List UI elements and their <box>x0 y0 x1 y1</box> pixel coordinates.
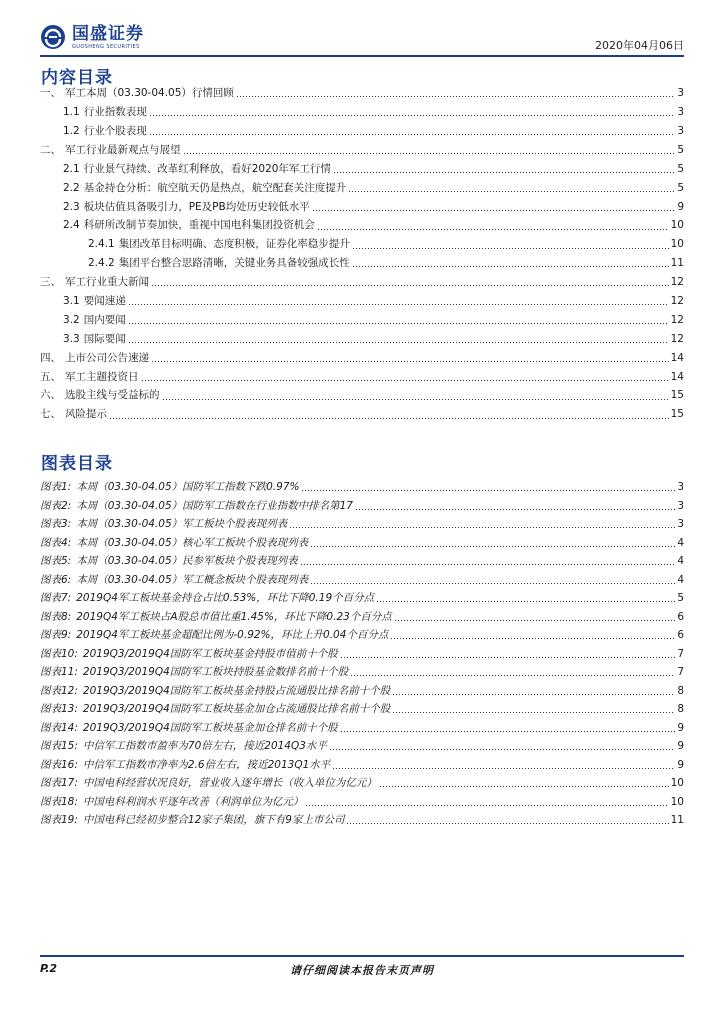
toc-entry-number: 3.3 <box>63 332 80 345</box>
toc-entry[interactable] <box>40 254 684 273</box>
dot-leader <box>109 411 669 421</box>
toc-entry-page: 5 <box>677 181 684 194</box>
figure-entry-text: 中国电科利润水平逐年改善（利润单位为亿元） <box>82 795 304 808</box>
toc-entry-text: 板块估值具备吸引力，PE及PB均处历史较低水平 <box>83 200 310 213</box>
dot-leader <box>305 798 668 808</box>
figure-entry-text: 2019Q3/2019Q4国防军工板块基金加仓占流通股比排名前十个股 <box>82 703 391 715</box>
figure-entry[interactable] <box>40 774 684 793</box>
figure-entry-text: 中信军工指数市净率为2.6倍左右，接近2013Q1水平 <box>82 758 331 771</box>
toc-entry-title <box>88 258 352 269</box>
logo-icon <box>40 24 66 50</box>
toc-entry-text: 科研所改制节奏加快，重视中国电科集团投资机会 <box>83 219 315 232</box>
figure-entry-title <box>40 482 301 493</box>
dot-leader <box>236 89 675 99</box>
toc-entry-title <box>40 372 141 383</box>
dot-leader <box>300 557 676 567</box>
figure-entry[interactable] <box>40 811 684 830</box>
figure-entry-text: 本周（03.30-04.05）民参军板块个股表现列表 <box>76 555 298 567</box>
footer-divider <box>40 955 684 957</box>
toc-entry-title <box>40 88 236 99</box>
dot-leader <box>128 297 669 307</box>
toc-entry-text: 上市公司公告速递 <box>65 351 149 364</box>
figure-entry-label: 图表7: <box>40 592 72 604</box>
toc-entry[interactable] <box>40 141 684 160</box>
figure-entry-title <box>40 667 350 678</box>
figure-entry-page: 4 <box>677 555 684 567</box>
figure-entry-label: 图表15: <box>40 740 78 752</box>
figure-entry-title <box>40 760 332 771</box>
toc-entry-number: 3.1 <box>63 294 80 307</box>
figure-entry-label: 图表17: <box>40 777 78 789</box>
figure-entry-title <box>40 649 340 660</box>
dot-leader <box>141 373 669 383</box>
toc-entry-page: 12 <box>670 332 684 345</box>
toc-entry-page: 12 <box>670 276 684 289</box>
page-number: P.2 <box>40 962 58 975</box>
toc-entry-title <box>63 315 128 326</box>
figure-entry-title <box>40 556 300 567</box>
toc-entry-page: 3 <box>677 87 684 100</box>
toc-entry-number: 3.2 <box>63 313 80 326</box>
figures-heading: 图表目录 <box>41 454 113 474</box>
figure-entry-page: 9 <box>677 721 684 734</box>
dot-leader <box>310 539 675 549</box>
toc-entry[interactable] <box>40 311 684 330</box>
figure-entry-text: 2019Q3/2019Q4国防军工板块持股基金数排名前十个股 <box>82 666 349 678</box>
dot-leader <box>348 184 675 194</box>
dot-leader <box>392 687 675 697</box>
toc-entry-text: 军工本周（03.30-04.05）行情回顾 <box>65 87 234 100</box>
figure-entry-label: 图表4: <box>40 536 72 549</box>
figure-entry-page: 11 <box>670 814 684 826</box>
toc-entry-text: 集团改革目标明确、态度积极，证券化率稳步提升 <box>118 238 350 251</box>
figure-entry-label: 图表18: <box>40 795 78 808</box>
figure-entry-label: 图表6: <box>40 573 72 586</box>
toc-entry-text: 军工行业最新观点与展望 <box>65 143 181 156</box>
figure-entry-page: 6 <box>677 610 684 623</box>
toc-entry-page: 5 <box>677 143 684 156</box>
figure-entry-title <box>40 575 310 586</box>
toc-entry-number: 一、 <box>40 87 61 100</box>
dot-leader <box>379 779 669 789</box>
figure-entry-label: 图表13: <box>40 703 78 715</box>
footer-disclaimer: 请仔细阅读本报告末页声明 <box>290 964 434 977</box>
figure-entry[interactable] <box>40 571 684 590</box>
figure-entry-page: 10 <box>670 795 684 808</box>
toc-entry-number: 2.1 <box>63 162 80 175</box>
figure-entry[interactable] <box>40 589 684 608</box>
figure-entry-title <box>40 704 392 715</box>
toc-entry-title <box>63 202 312 213</box>
figure-entry-title <box>40 723 340 734</box>
toc-entry-text: 国际要闻 <box>83 332 126 345</box>
figure-entry-title <box>40 593 376 604</box>
toc-entry-title <box>88 239 352 250</box>
toc-entry-text: 国内要闻 <box>83 313 126 326</box>
toc-entry[interactable] <box>40 348 684 367</box>
dot-leader <box>340 724 676 734</box>
figure-entry-title <box>40 519 289 530</box>
figure-entry-label: 图表12: <box>40 684 78 697</box>
figure-entry[interactable] <box>40 793 684 812</box>
figure-entry-page: 4 <box>677 573 684 586</box>
figure-entry-title <box>40 686 392 697</box>
toc-entry[interactable] <box>40 367 684 386</box>
dot-leader <box>355 502 675 512</box>
company-logo <box>40 20 144 54</box>
toc-entry[interactable] <box>40 405 684 424</box>
figure-entry-page: 6 <box>677 629 684 641</box>
figure-entry-label: 图表9: <box>40 629 72 641</box>
figure-entry[interactable] <box>40 700 684 719</box>
toc-entry-number: 2.4.2 <box>88 257 115 270</box>
toc-entry[interactable] <box>40 216 684 235</box>
figure-entry-label: 图表16: <box>40 758 78 771</box>
toc-entry-text: 行业指数表现 <box>83 106 147 119</box>
dot-leader <box>340 650 676 660</box>
dot-leader <box>392 705 675 715</box>
figure-entry-label: 图表10: <box>40 647 78 660</box>
toc-entry-number: 二、 <box>40 143 61 156</box>
dot-leader <box>312 203 676 213</box>
toc-entry[interactable] <box>40 103 684 122</box>
figure-entry-page: 8 <box>677 703 684 715</box>
toc-list <box>40 84 684 424</box>
toc-entry-page: 10 <box>670 238 684 251</box>
dot-leader <box>350 668 675 678</box>
figure-entry-page: 9 <box>677 740 684 752</box>
toc-entry-text: 行业个股表现 <box>83 124 147 137</box>
figure-entry-text: 本周（03.30-04.05）国防军工指数在行业指数中排名第17 <box>76 499 353 512</box>
toc-entry-title <box>40 409 109 420</box>
dot-leader <box>289 520 675 530</box>
dot-leader <box>352 241 669 251</box>
figure-entry-title <box>40 778 379 789</box>
toc-entry[interactable] <box>40 292 684 311</box>
toc-entry-number: 七、 <box>40 408 61 421</box>
figure-entry-text: 本周（03.30-04.05）国防军工指数下跌0.97% <box>76 481 300 493</box>
figure-entry-label: 图表14: <box>40 721 78 734</box>
toc-entry[interactable] <box>40 178 684 197</box>
figure-entry-page: 9 <box>677 758 684 771</box>
figure-entry[interactable] <box>40 534 684 553</box>
toc-entry[interactable] <box>40 197 684 216</box>
toc-entry[interactable] <box>40 122 684 141</box>
figure-entry-label: 图表8: <box>40 610 72 623</box>
logo-name-cn: 国盛证券 <box>72 23 144 44</box>
toc-entry-title <box>63 183 348 194</box>
figure-entry-text: 本周（03.30-04.05）军工板块个股表现列表 <box>76 518 288 530</box>
dot-leader <box>376 594 675 604</box>
toc-entry[interactable] <box>40 160 684 179</box>
figure-entry-title <box>40 630 390 641</box>
dot-leader <box>149 127 676 137</box>
toc-entry-number: 六、 <box>40 389 61 402</box>
figure-entry-text: 2019Q4军工板块占A股总市值比重1.45%，环比下降0.23个百分点 <box>76 610 392 623</box>
figure-entry-page: 3 <box>677 481 684 493</box>
toc-entry-title <box>40 145 183 156</box>
toc-entry-text: 要闻速递 <box>83 294 126 307</box>
toc-entry-number: 四、 <box>40 351 61 364</box>
page-header <box>40 20 684 56</box>
dot-leader <box>346 816 668 826</box>
toc-entry-page: 3 <box>677 124 684 137</box>
figure-entry-text: 2019Q3/2019Q4国防军工板块基金加仓排名前十个股 <box>82 721 338 734</box>
dot-leader <box>128 335 669 345</box>
figure-entry[interactable] <box>40 719 684 738</box>
toc-entry-page: 11 <box>670 257 684 270</box>
dot-leader <box>317 222 669 232</box>
toc-entry-title <box>63 334 128 345</box>
figure-entry[interactable] <box>40 737 684 756</box>
figure-entry[interactable] <box>40 552 684 571</box>
toc-entry-number: 2.4 <box>63 219 80 232</box>
toc-entry-title <box>40 390 162 401</box>
figure-entry[interactable] <box>40 497 684 516</box>
figure-entry[interactable] <box>40 756 684 775</box>
figure-entry-page: 4 <box>677 536 684 549</box>
figure-entry-title <box>40 501 355 512</box>
figure-entry-label: 图表1: <box>40 481 72 493</box>
dot-leader <box>333 165 675 175</box>
figure-entry[interactable] <box>40 682 684 701</box>
toc-entry-text: 集团平台整合思路清晰，关键业务具备较强成长性 <box>118 257 350 270</box>
toc-entry-page: 14 <box>670 370 684 383</box>
figure-entry-title <box>40 797 305 808</box>
figure-entry-page: 3 <box>677 518 684 530</box>
figure-entry-label: 图表5: <box>40 555 72 567</box>
toc-entry[interactable] <box>40 273 684 292</box>
figure-entry-text: 本周（03.30-04.05）军工概念板块个股表现列表 <box>76 573 309 586</box>
dot-leader <box>329 742 675 752</box>
figure-entry-text: 2019Q3/2019Q4国防军工板块基金持股占流通股比排名前十个股 <box>82 684 391 697</box>
figure-entry-page: 7 <box>677 666 684 678</box>
toc-entry[interactable] <box>40 386 684 405</box>
toc-entry-page: 5 <box>677 162 684 175</box>
header-divider <box>40 55 684 57</box>
toc-entry-text: 行业景气持续、改革红利释放，看好2020年军工行情 <box>83 162 331 175</box>
toc-entry-title <box>63 296 128 307</box>
figure-entry-label: 图表3: <box>40 518 72 530</box>
figure-entry-text: 中信军工指数市盈率为70倍左右，接近2014Q3水平 <box>82 740 327 752</box>
figure-entry[interactable] <box>40 478 684 497</box>
dot-leader <box>310 576 675 586</box>
toc-entry-title <box>63 220 317 231</box>
toc-entry[interactable] <box>40 235 684 254</box>
toc-entry-text: 军工行业重大新闻 <box>65 276 149 289</box>
figure-entry[interactable] <box>40 645 684 664</box>
toc-entry-page: 10 <box>670 219 684 232</box>
toc-entry-number: 2.2 <box>63 181 80 194</box>
toc-entry-page: 12 <box>670 313 684 326</box>
dot-leader <box>352 259 669 269</box>
figure-entry-label: 图表11: <box>40 666 78 678</box>
figure-entry-title <box>40 538 310 549</box>
dot-leader <box>394 613 676 623</box>
figure-entry-page: 8 <box>677 684 684 697</box>
toc-entry-text: 基金持仓分析：航空航天仍是热点，航空配套关注度提升 <box>83 181 347 194</box>
toc-entry-text: 风险提示 <box>65 408 107 421</box>
logo-name-en: GUOSHENG SECURITIES <box>72 43 140 50</box>
figure-entry-text: 中国电科已经初步整合12家子集团，旗下有9家上市公司 <box>82 814 345 826</box>
dot-leader <box>183 146 676 156</box>
figure-entry-page: 3 <box>677 499 684 512</box>
figure-entry-text: 中国电科经营状况良好，营业收入逐年增长（收入单位为亿元） <box>82 777 377 789</box>
dot-leader <box>151 354 669 364</box>
figure-entry-text: 2019Q4军工板块基金持仓占比0.53%，环比下降0.19个百分点 <box>76 592 375 604</box>
figures-list <box>40 478 684 830</box>
toc-entry-text: 选股主线与受益标的 <box>65 389 160 402</box>
figure-entry-title <box>40 741 329 752</box>
toc-entry-number: 1.2 <box>63 124 80 137</box>
toc-entry-page: 14 <box>670 351 684 364</box>
dot-leader <box>151 278 669 288</box>
dot-leader <box>332 761 675 771</box>
toc-entry-title <box>40 353 151 364</box>
figure-entry[interactable] <box>40 515 684 534</box>
toc-entry-number: 1.1 <box>63 106 80 119</box>
toc-heading: 内容目录 <box>41 68 113 88</box>
toc-entry[interactable] <box>40 84 684 103</box>
figure-entry-text: 本周（03.30-04.05）核心军工板块个股表现列表 <box>76 536 309 549</box>
figure-entry[interactable] <box>40 663 684 682</box>
figure-entry-title <box>40 815 346 826</box>
figure-entry-text: 2019Q3/2019Q4国防军工板块基金持股市值前十个股 <box>82 647 338 660</box>
dot-leader <box>128 316 669 326</box>
toc-entry-number: 三、 <box>40 276 61 289</box>
dot-leader <box>149 108 676 118</box>
dot-leader <box>162 392 669 402</box>
toc-entry-title <box>63 164 333 175</box>
figure-entry-page: 7 <box>677 647 684 660</box>
toc-entry-number: 2.4.1 <box>88 238 115 251</box>
figure-entry-label: 图表2: <box>40 499 72 512</box>
figure-entry-text: 2019Q4军工板块基金超配比例为-0.92%，环比上升0.04个百分点 <box>76 629 389 641</box>
figure-entry-title <box>40 612 394 623</box>
figure-entry[interactable] <box>40 626 684 645</box>
toc-entry-page: 15 <box>670 389 684 402</box>
figure-entry-page: 5 <box>677 592 684 604</box>
figure-entry-page: 10 <box>670 777 684 789</box>
figure-entry[interactable] <box>40 608 684 627</box>
toc-entry-number: 2.3 <box>63 200 80 213</box>
figure-entry-label: 图表19: <box>40 814 78 826</box>
toc-entry-title <box>63 107 149 118</box>
toc-entry-number: 五、 <box>40 370 61 383</box>
toc-entry-page: 9 <box>677 200 684 213</box>
toc-entry-title <box>40 277 151 288</box>
toc-entry-page: 15 <box>670 408 684 421</box>
dot-leader <box>390 631 675 641</box>
toc-entry-text: 军工主题投资日 <box>65 370 139 383</box>
toc-entry-title <box>63 126 149 137</box>
dot-leader <box>301 483 675 493</box>
toc-entry-page: 12 <box>670 294 684 307</box>
toc-entry[interactable] <box>40 330 684 349</box>
toc-entry-page: 3 <box>677 106 684 119</box>
report-date: 2020年04月06日 <box>595 39 684 52</box>
